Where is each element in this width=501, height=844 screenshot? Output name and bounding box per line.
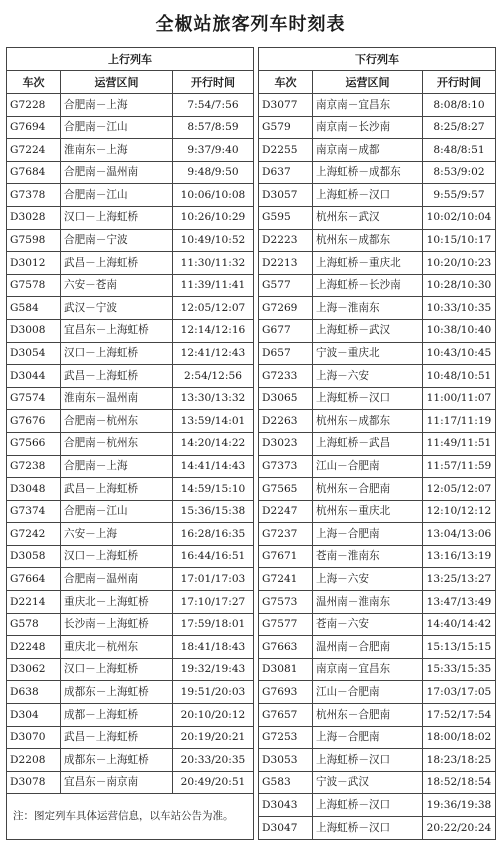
down-train-cell: D2247 — [259, 500, 313, 523]
up-train-cell: D3028 — [7, 206, 61, 229]
down-route-cell: 南京南－成都 — [313, 139, 423, 162]
up-route-cell: 长沙南－上海虹桥 — [61, 613, 173, 636]
down-time-cell: 18:52/18:54 — [423, 771, 496, 794]
down-route-cell: 江山－合肥南 — [313, 455, 423, 478]
up-train-cell: D3012 — [7, 252, 61, 275]
up-route-cell: 汉口－上海虹桥 — [61, 545, 173, 568]
up-time-cell: 9:37/9:40 — [173, 139, 254, 162]
down-route-cell: 温州南－合肥南 — [313, 636, 423, 659]
up-time-cell: 19:32/19:43 — [173, 658, 254, 681]
down-time-cell: 8:53/9:02 — [423, 161, 496, 184]
up-route-cell: 武汉－宁波 — [61, 297, 173, 320]
table-row — [7, 591, 496, 614]
up-route-cell: 淮南东－上海 — [61, 139, 173, 162]
down-time-cell: 8:25/8:27 — [423, 116, 496, 139]
down-time-cell: 12:10/12:12 — [423, 500, 496, 523]
up-route-cell: 合肥南－杭州东 — [61, 410, 173, 433]
up-time-cell: 17:01/17:03 — [173, 568, 254, 591]
down-route-cell: 温州南－淮南东 — [313, 591, 423, 614]
table-row — [7, 184, 496, 207]
down-route-cell: 上海虹桥－重庆北 — [313, 252, 423, 275]
down-train-cell: G7233 — [259, 365, 313, 388]
down-train-cell: D2213 — [259, 252, 313, 275]
up-route-cell: 汉口－上海虹桥 — [61, 658, 173, 681]
down-route-cell: 上海虹桥－汉口 — [313, 749, 423, 772]
down-route-cell: 上海－六安 — [313, 568, 423, 591]
up-route-cell: 重庆北－上海虹桥 — [61, 591, 173, 614]
down-train-cell: G7241 — [259, 568, 313, 591]
up-train-cell: G7238 — [7, 455, 61, 478]
up-time-cell: 18:41/18:43 — [173, 636, 254, 659]
down-train-cell: G7565 — [259, 478, 313, 501]
down-time-cell: 10:02/10:04 — [423, 206, 496, 229]
down-time-cell: 13:47/13:49 — [423, 591, 496, 614]
up-route-cell: 合肥南－温州南 — [61, 161, 173, 184]
down-route-cell: 杭州东－合肥南 — [313, 478, 423, 501]
up-time-cell: 13:30/13:32 — [173, 387, 254, 410]
down-train-cell: D3043 — [259, 794, 313, 817]
up-route-cell: 重庆北－杭州东 — [61, 636, 173, 659]
down-route-cell: 上海虹桥－长沙南 — [313, 274, 423, 297]
up-route-cell: 武昌－上海虹桥 — [61, 365, 173, 388]
up-route-cell: 武昌－上海虹桥 — [61, 726, 173, 749]
table-row — [7, 432, 496, 455]
down-route-cell: 杭州东－武汉 — [313, 206, 423, 229]
table-row — [7, 455, 496, 478]
down-time-cell: 10:38/10:40 — [423, 319, 496, 342]
down-route-cell: 上海虹桥－成都东 — [313, 161, 423, 184]
down-route-cell: 上海虹桥－武昌 — [313, 432, 423, 455]
up-time-cell: 10:26/10:29 — [173, 206, 254, 229]
down-route-cell: 苍南－六安 — [313, 613, 423, 636]
table-row — [7, 794, 496, 817]
up-col-route: 运营区间 — [61, 71, 173, 94]
up-time-cell: 17:59/18:01 — [173, 613, 254, 636]
up-route-cell: 武昌－上海虹桥 — [61, 478, 173, 501]
down-route-cell: 上海－六安 — [313, 365, 423, 388]
down-col-route: 运营区间 — [313, 71, 423, 94]
up-train-cell: G7694 — [7, 116, 61, 139]
up-train-cell: G7684 — [7, 161, 61, 184]
up-time-cell: 2:54/12:56 — [173, 365, 254, 388]
up-train-cell: D3062 — [7, 658, 61, 681]
up-train-cell: G578 — [7, 613, 61, 636]
down-route-cell: 上海－合肥南 — [313, 726, 423, 749]
table-row — [7, 613, 496, 636]
down-time-cell: 13:04/13:06 — [423, 523, 496, 546]
down-heading: 下行列车 — [259, 48, 496, 71]
down-time-cell: 11:49/11:51 — [423, 432, 496, 455]
up-train-cell: D2248 — [7, 636, 61, 659]
down-train-cell: G7657 — [259, 704, 313, 727]
up-time-cell: 11:30/11:32 — [173, 252, 254, 275]
table-row — [7, 749, 496, 772]
table-row — [7, 274, 496, 297]
up-route-cell: 合肥南－江山 — [61, 116, 173, 139]
up-train-cell: D3054 — [7, 342, 61, 365]
header-row — [7, 71, 496, 94]
down-train-cell: G579 — [259, 116, 313, 139]
down-train-cell: G583 — [259, 771, 313, 794]
up-train-cell: D2214 — [7, 591, 61, 614]
up-time-cell: 9:48/9:50 — [173, 161, 254, 184]
down-route-cell: 上海虹桥－武汉 — [313, 319, 423, 342]
footnote: 注：图定列车具体运营信息，以车站公告为准。 — [7, 794, 254, 839]
up-route-cell: 六安－上海 — [61, 523, 173, 546]
down-train-cell: D3053 — [259, 749, 313, 772]
down-time-cell: 10:15/10:17 — [423, 229, 496, 252]
up-time-cell: 20:49/20:51 — [173, 771, 254, 794]
up-train-cell: D304 — [7, 704, 61, 727]
down-train-cell: D2263 — [259, 410, 313, 433]
up-train-cell: G7598 — [7, 229, 61, 252]
table-row — [7, 681, 496, 704]
up-route-cell: 成都东－上海虹桥 — [61, 681, 173, 704]
down-time-cell: 8:08/8:10 — [423, 94, 496, 117]
down-train-cell: G577 — [259, 274, 313, 297]
up-time-cell: 7:54/7:56 — [173, 94, 254, 117]
down-train-cell: D3047 — [259, 817, 313, 840]
down-train-cell: D3077 — [259, 94, 313, 117]
down-time-cell: 12:05/12:07 — [423, 478, 496, 501]
up-route-cell: 武昌－上海虹桥 — [61, 252, 173, 275]
up-col-train: 车次 — [7, 71, 61, 94]
up-route-cell: 合肥南－温州南 — [61, 568, 173, 591]
down-time-cell: 10:20/10:23 — [423, 252, 496, 275]
up-train-cell: G584 — [7, 297, 61, 320]
down-train-cell: G7671 — [259, 545, 313, 568]
down-time-cell: 8:48/8:51 — [423, 139, 496, 162]
table-row — [7, 161, 496, 184]
up-time-cell: 20:10/20:12 — [173, 704, 254, 727]
up-train-cell: G7664 — [7, 568, 61, 591]
table-row — [7, 500, 496, 523]
down-train-cell: D3023 — [259, 432, 313, 455]
table-row — [7, 771, 496, 794]
down-time-cell: 13:25/13:27 — [423, 568, 496, 591]
up-time-cell: 20:19/20:21 — [173, 726, 254, 749]
down-time-cell: 14:40/14:42 — [423, 613, 496, 636]
up-train-cell: D638 — [7, 681, 61, 704]
down-train-cell: D637 — [259, 161, 313, 184]
up-train-cell: D3058 — [7, 545, 61, 568]
down-route-cell: 南京南－宜昌东 — [313, 94, 423, 117]
up-route-cell: 汉口－上海虹桥 — [61, 342, 173, 365]
up-time-cell: 14:20/14:22 — [173, 432, 254, 455]
down-train-cell: G7573 — [259, 591, 313, 614]
up-train-cell: D3048 — [7, 478, 61, 501]
down-time-cell: 17:03/17:05 — [423, 681, 496, 704]
table-row — [7, 297, 496, 320]
down-train-cell: G595 — [259, 206, 313, 229]
table-row — [7, 319, 496, 342]
up-time-cell: 17:10/17:27 — [173, 591, 254, 614]
down-route-cell: 苍南－淮南东 — [313, 545, 423, 568]
up-train-cell: G7574 — [7, 387, 61, 410]
table-row — [7, 342, 496, 365]
down-train-cell: G7373 — [259, 455, 313, 478]
up-time-cell: 19:51/20:03 — [173, 681, 254, 704]
table-row — [7, 252, 496, 275]
table-row — [7, 545, 496, 568]
down-time-cell: 9:55/9:57 — [423, 184, 496, 207]
up-train-cell: G7676 — [7, 410, 61, 433]
up-route-cell: 汉口－上海虹桥 — [61, 206, 173, 229]
table-row — [7, 94, 496, 117]
down-train-cell: G677 — [259, 319, 313, 342]
down-time-cell: 10:28/10:30 — [423, 274, 496, 297]
up-route-cell: 淮南东－温州南 — [61, 387, 173, 410]
down-route-cell: 上海虹桥－汉口 — [313, 817, 423, 840]
down-train-cell: G7577 — [259, 613, 313, 636]
down-time-cell: 18:00/18:02 — [423, 726, 496, 749]
up-train-cell: D3078 — [7, 771, 61, 794]
down-route-cell: 杭州东－成都东 — [313, 229, 423, 252]
up-time-cell: 14:59/15:10 — [173, 478, 254, 501]
table-row — [7, 387, 496, 410]
down-train-cell: G7693 — [259, 681, 313, 704]
down-route-cell: 上海虹桥－汉口 — [313, 387, 423, 410]
down-train-cell: G7253 — [259, 726, 313, 749]
up-route-cell: 合肥南－宁波 — [61, 229, 173, 252]
down-route-cell: 上海虹桥－汉口 — [313, 794, 423, 817]
up-route-cell: 成都－上海虹桥 — [61, 704, 173, 727]
table-row — [7, 229, 496, 252]
down-time-cell: 20:22/20:24 — [423, 817, 496, 840]
down-train-cell: G7237 — [259, 523, 313, 546]
down-train-cell: D3057 — [259, 184, 313, 207]
table-row — [7, 139, 496, 162]
table-row — [7, 568, 496, 591]
up-route-cell: 宜昌东－南京南 — [61, 771, 173, 794]
up-time-cell: 11:39/11:41 — [173, 274, 254, 297]
up-route-cell: 合肥南－上海 — [61, 455, 173, 478]
page-title: 全椒站旅客列车时刻表 — [155, 14, 346, 35]
up-route-cell: 成都东－上海虹桥 — [61, 749, 173, 772]
up-col-time: 开行时间 — [173, 71, 254, 94]
up-train-cell: G7224 — [7, 139, 61, 162]
up-time-cell: 10:06/10:08 — [173, 184, 254, 207]
down-time-cell: 18:23/18:25 — [423, 749, 496, 772]
up-train-cell: G7566 — [7, 432, 61, 455]
down-time-cell: 15:33/15:35 — [423, 658, 496, 681]
up-train-cell: D3008 — [7, 319, 61, 342]
down-time-cell: 11:00/11:07 — [423, 387, 496, 410]
down-route-cell: 杭州东－重庆北 — [313, 500, 423, 523]
table-row — [7, 365, 496, 388]
up-route-cell: 六安－苍南 — [61, 274, 173, 297]
down-train-cell: G7663 — [259, 636, 313, 659]
table-row — [7, 704, 496, 727]
down-time-cell: 10:48/10:51 — [423, 365, 496, 388]
down-route-cell: 上海虹桥－汉口 — [313, 184, 423, 207]
up-time-cell: 12:41/12:43 — [173, 342, 254, 365]
down-time-cell: 15:13/15:15 — [423, 636, 496, 659]
down-route-cell: 宁波－重庆北 — [313, 342, 423, 365]
down-route-cell: 杭州东－成都东 — [313, 410, 423, 433]
up-time-cell: 13:59/14:01 — [173, 410, 254, 433]
table-row — [7, 636, 496, 659]
up-route-cell: 合肥南－江山 — [61, 184, 173, 207]
up-train-cell: G7228 — [7, 94, 61, 117]
up-time-cell: 12:05/12:07 — [173, 297, 254, 320]
down-time-cell: 10:43/10:45 — [423, 342, 496, 365]
up-train-cell: G7378 — [7, 184, 61, 207]
up-route-cell: 合肥南－上海 — [61, 94, 173, 117]
timetable — [6, 47, 496, 840]
table-row — [7, 206, 496, 229]
up-route-cell: 合肥南－江山 — [61, 500, 173, 523]
table-row — [7, 478, 496, 501]
down-train-cell: D2223 — [259, 229, 313, 252]
table-row — [7, 523, 496, 546]
up-time-cell: 12:14/12:16 — [173, 319, 254, 342]
up-route-cell: 宜昌东－上海虹桥 — [61, 319, 173, 342]
down-route-cell: 上海－淮南东 — [313, 297, 423, 320]
down-train-cell: D657 — [259, 342, 313, 365]
up-train-cell: G7242 — [7, 523, 61, 546]
up-time-cell: 15:36/15:38 — [173, 500, 254, 523]
up-time-cell: 20:33/20:35 — [173, 749, 254, 772]
down-time-cell: 11:17/11:19 — [423, 410, 496, 433]
up-time-cell: 16:44/16:51 — [173, 545, 254, 568]
down-time-cell: 11:57/11:59 — [423, 455, 496, 478]
direction-row — [7, 48, 496, 71]
down-time-cell: 13:16/13:19 — [423, 545, 496, 568]
up-route-cell: 合肥南－杭州东 — [61, 432, 173, 455]
down-time-cell: 10:33/10:35 — [423, 297, 496, 320]
down-train-cell: D3081 — [259, 658, 313, 681]
up-train-cell: D3044 — [7, 365, 61, 388]
down-time-cell: 19:36/19:38 — [423, 794, 496, 817]
down-time-cell: 17:52/17:54 — [423, 704, 496, 727]
up-train-cell: G7374 — [7, 500, 61, 523]
up-time-cell: 8:57/8:59 — [173, 116, 254, 139]
down-route-cell: 江山－合肥南 — [313, 681, 423, 704]
up-heading: 上行列车 — [7, 48, 254, 71]
down-col-time: 开行时间 — [423, 71, 496, 94]
table-row — [7, 116, 496, 139]
down-train-cell: D3065 — [259, 387, 313, 410]
down-col-train: 车次 — [259, 71, 313, 94]
down-route-cell: 南京南－长沙南 — [313, 116, 423, 139]
up-time-cell: 16:28/16:35 — [173, 523, 254, 546]
table-row — [7, 726, 496, 749]
down-train-cell: G7269 — [259, 297, 313, 320]
table-row — [7, 658, 496, 681]
up-time-cell: 10:49/10:52 — [173, 229, 254, 252]
down-route-cell: 杭州东－合肥南 — [313, 704, 423, 727]
up-train-cell: D3070 — [7, 726, 61, 749]
down-train-cell: D2255 — [259, 139, 313, 162]
up-train-cell: G7578 — [7, 274, 61, 297]
down-route-cell: 南京南－宜昌东 — [313, 658, 423, 681]
down-route-cell: 上海－合肥南 — [313, 523, 423, 546]
down-route-cell: 宁波－武汉 — [313, 771, 423, 794]
up-time-cell: 14:41/14:43 — [173, 455, 254, 478]
table-row — [7, 410, 496, 433]
up-train-cell: D2208 — [7, 749, 61, 772]
